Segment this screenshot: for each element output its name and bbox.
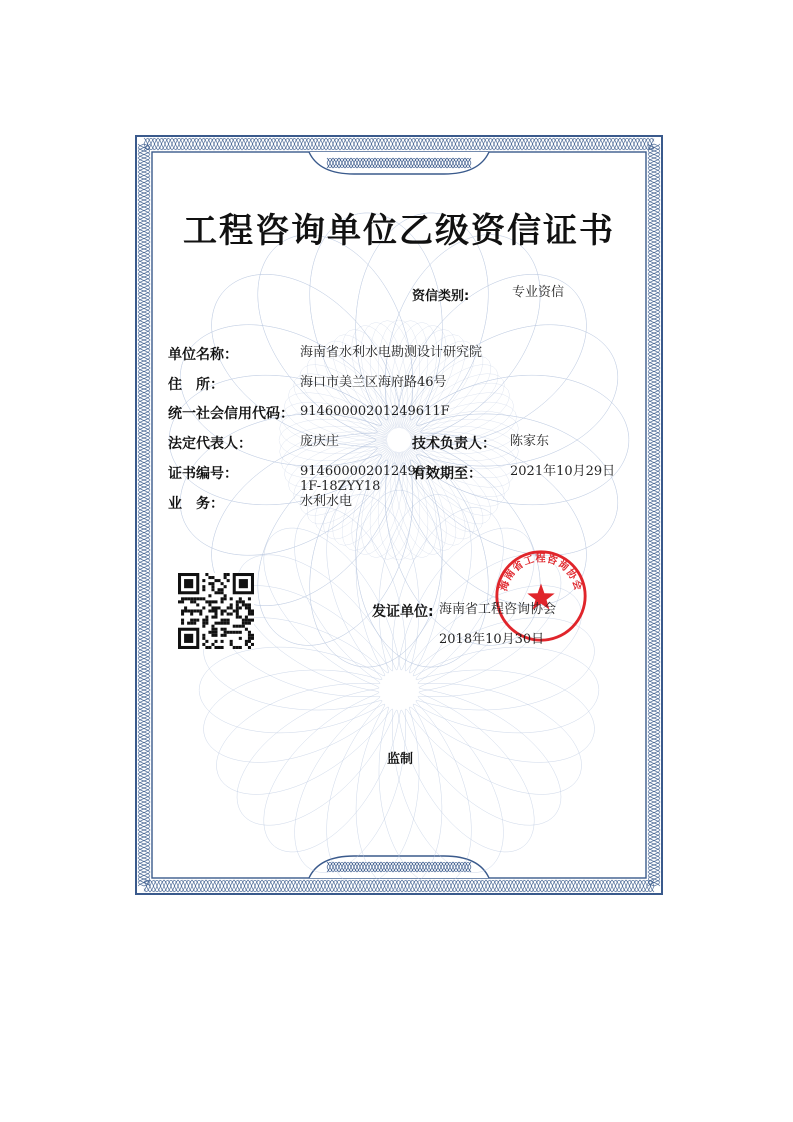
category-value: 专业资信: [512, 285, 565, 300]
tech-lead-value: 陈家东: [510, 434, 550, 449]
valid-until-value: 2021年10月29日: [510, 464, 616, 479]
legal-rep-label: 法定代表人：: [168, 436, 252, 452]
issue-date: 2018年10月30日: [439, 632, 545, 647]
legal-rep-value: 庞庆庄: [300, 434, 340, 449]
address-value: 海口市美兰区海府路46号: [300, 375, 447, 390]
certificate-title: 工程咨询单位乙级资信证书: [183, 211, 615, 251]
certificate: [130, 130, 668, 900]
valid-until-label: 有效期至：: [412, 466, 482, 482]
issuer-value: 海南省工程咨询协会: [439, 602, 557, 617]
unit-name-value: 海南省水利水电勘测设计研究院: [300, 345, 483, 360]
supervision-label: 监制: [387, 752, 414, 767]
cert-no-line1: 9146000020124961: [300, 464, 433, 479]
cert-no-label: 证书编号：: [168, 466, 238, 482]
official-seal-icon: [493, 548, 589, 644]
credit-code-label: 统一社会信用代码：: [168, 406, 294, 422]
tech-lead-label: 技术负责人：: [412, 436, 496, 452]
category-label: 资信类别:: [412, 289, 470, 304]
svg-text:海南省工程咨询协会: 海南省工程咨询协会: [498, 553, 584, 593]
address-label: 住 所：: [168, 377, 224, 393]
qr-code-icon: [178, 573, 254, 649]
unit-name-label: 单位名称：: [168, 347, 238, 363]
business-label: 业 务：: [168, 496, 224, 512]
issuer-label: 发证单位:: [372, 604, 434, 620]
credit-code-value: 91460000201249611F: [300, 404, 450, 419]
business-value: 水利水电: [300, 494, 353, 509]
cert-no-line2: 1F-18ZYY18: [300, 479, 381, 494]
